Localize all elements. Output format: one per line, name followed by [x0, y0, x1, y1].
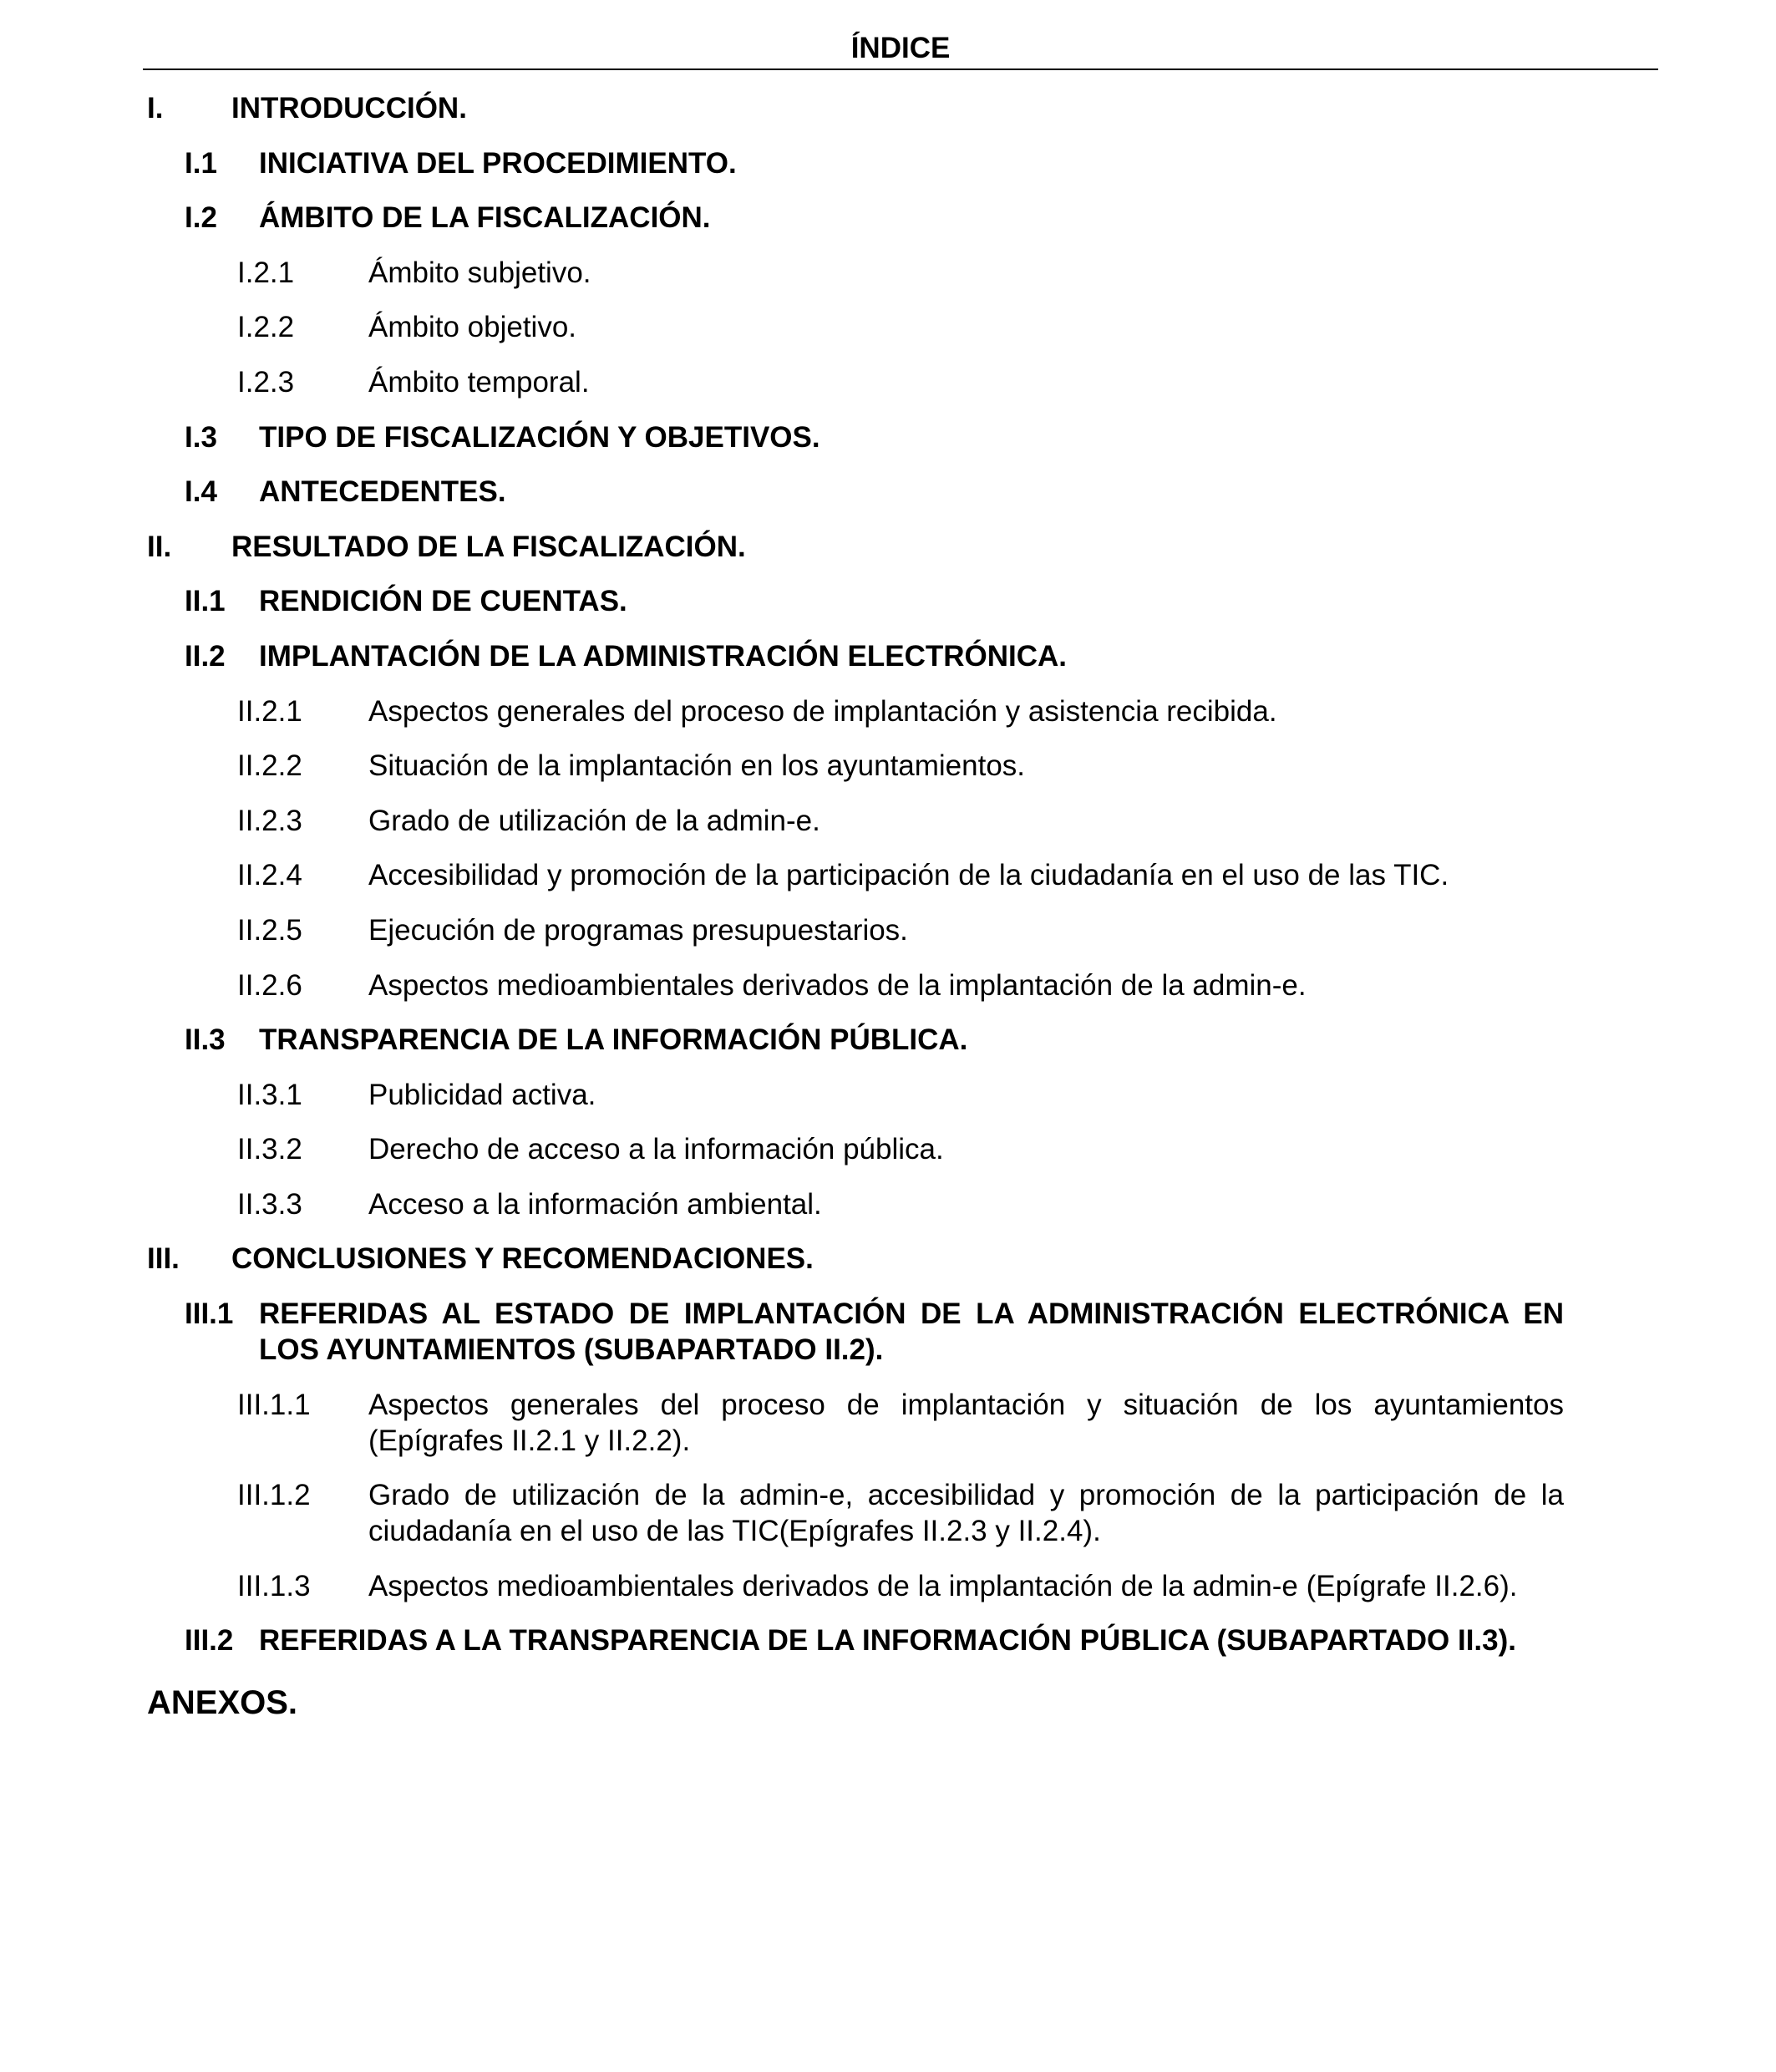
table-of-contents	[0, 90, 1776, 1740]
toc-entry-number: III.1	[185, 1298, 234, 1331]
toc-entry-number: III.1.2	[237, 1479, 311, 1512]
toc-entry-level-3[interactable]	[0, 967, 1776, 1003]
toc-entry-title: ANEXOS.	[147, 1684, 298, 1722]
toc-entry-number: III.2	[185, 1624, 234, 1658]
toc-entry-number: I.4	[185, 475, 217, 509]
toc-entry-title: Grado de utilización de la admin-e.	[368, 804, 820, 837]
toc-entry-title: INTRODUCCIÓN.	[231, 92, 467, 124]
toc-entry-title: Derecho de acceso a la información pública.	[368, 1133, 944, 1166]
toc-entry-number: III.1.1	[237, 1388, 311, 1421]
toc-entry-title: Aspectos generales del proceso de implantación y asistencia recibida.	[368, 694, 1277, 728]
toc-entry-title: INICIATIVA DEL PROCEDIMIENTO.	[259, 146, 737, 180]
toc-entry-level-2[interactable]	[0, 1022, 1776, 1058]
toc-entry-level-3[interactable]	[0, 1077, 1776, 1113]
toc-entry-number: I.2.1	[237, 256, 295, 289]
toc-entry-number: II.2	[185, 639, 226, 673]
toc-entry-title: Ejecución de programas presupuestarios.	[368, 913, 908, 947]
toc-entry-title: REFERIDAS A LA TRANSPARENCIA DE LA INFORMACIÓN PÚBLICA (SUBAPARTADO II.3).	[259, 1624, 1516, 1658]
toc-entry-level-1[interactable]	[0, 1241, 1776, 1277]
toc-entry-title: Ámbito subjetivo.	[368, 256, 591, 289]
toc-entry-title: ANTECEDENTES.	[259, 475, 506, 509]
toc-entry-number: II.2.5	[237, 913, 302, 947]
toc-entry-level-3[interactable]	[0, 309, 1776, 345]
toc-entry-title: Grado de utilización de la admin-e, accesibilidad y promoción de la participación de la ciudadanía en el uso de las TIC(Epígrafes II.2.3 y II.2.4).	[368, 1479, 1564, 1548]
toc-entry-level-2[interactable]	[0, 474, 1776, 510]
toc-entry-number: I.1	[185, 146, 217, 180]
toc-entry-level-3[interactable]	[0, 1131, 1776, 1167]
toc-entry-level-3[interactable]	[0, 748, 1776, 784]
toc-entry-level-3[interactable]	[0, 803, 1776, 839]
toc-entry-level-2[interactable]	[0, 145, 1776, 181]
toc-entry-level-3[interactable]	[0, 1186, 1776, 1222]
toc-entry-number: III.	[147, 1242, 180, 1276]
toc-entry-number: I.2.3	[237, 365, 295, 399]
toc-entry-level-1[interactable]	[0, 90, 1776, 126]
toc-entry-level-3[interactable]	[0, 912, 1776, 948]
toc-entry-title: ÁMBITO DE LA FISCALIZACIÓN.	[259, 201, 711, 235]
toc-entry-title: Ámbito temporal.	[368, 365, 590, 399]
toc-entry-number: II.3.3	[237, 1187, 302, 1221]
toc-entry-title: Aspectos medioambientales derivados de la implantación de la admin-e.	[368, 968, 1307, 1002]
toc-entry-title: CONCLUSIONES Y RECOMENDACIONES.	[231, 1242, 814, 1276]
toc-entry-level-3[interactable]	[0, 255, 1776, 291]
toc-entry-number: I.3	[185, 420, 217, 454]
toc-entry-level-2[interactable]	[0, 583, 1776, 619]
toc-entry-number: II.2.2	[237, 749, 302, 783]
toc-entry-title: RESULTADO DE LA FISCALIZACIÓN.	[231, 530, 746, 563]
toc-entry-title: Accesibilidad y promoción de la participación de la ciudadanía en el uso de las TIC.	[368, 859, 1449, 892]
toc-entry-annexes[interactable]	[0, 1685, 1776, 1721]
toc-entry-number: III.1.3	[237, 1569, 311, 1602]
toc-entry-level-2[interactable]	[0, 419, 1776, 455]
toc-entry-title: Aspectos medioambientales derivados de la implantación de la admin-e (Epígrafe II.2.6).	[368, 1569, 1518, 1602]
toc-entry-title: TIPO DE FISCALIZACIÓN Y OBJETIVOS.	[259, 420, 820, 454]
toc-entry-title: Aspectos generales del proceso de implantación y situación de los ayuntamientos (Epígrafes II.2.1 y II.2.2).	[368, 1388, 1564, 1457]
title-divider	[143, 69, 1658, 70]
toc-entry-number: II.2.3	[237, 804, 302, 837]
toc-entry-title: Ámbito objetivo.	[368, 311, 577, 344]
toc-entry-level-2[interactable]	[0, 638, 1776, 674]
toc-entry-number: II.	[147, 530, 172, 563]
toc-entry-level-3[interactable]	[0, 1387, 1776, 1459]
toc-entry-level-1[interactable]	[0, 529, 1776, 565]
toc-entry-number: I.	[147, 92, 164, 124]
toc-entry-number: II.3.2	[237, 1133, 302, 1166]
toc-entry-level-3[interactable]	[0, 364, 1776, 400]
toc-entry-level-2[interactable]	[0, 1296, 1776, 1368]
toc-entry-level-3[interactable]	[0, 857, 1776, 893]
toc-entry-title: Situación de la implantación en los ayuntamientos.	[368, 749, 1026, 783]
toc-entry-level-3[interactable]	[0, 1568, 1776, 1604]
toc-entry-title: RENDICIÓN DE CUENTAS.	[259, 585, 627, 618]
toc-entry-level-3[interactable]	[0, 693, 1776, 729]
toc-entry-title: REFERIDAS AL ESTADO DE IMPLANTACIÓN DE LA ADMINISTRACIÓN ELECTRÓNICA EN LOS AYUNTAMIENTOS (SUBAPARTADO II.2).	[259, 1298, 1564, 1367]
toc-entry-level-2[interactable]	[0, 1623, 1776, 1658]
index-title: ÍNDICE	[850, 32, 951, 64]
toc-entry-number: II.2.1	[237, 694, 302, 728]
toc-entry-level-3[interactable]	[0, 1477, 1776, 1549]
toc-entry-title: Publicidad activa.	[368, 1078, 596, 1111]
toc-entry-number: II.2.4	[237, 859, 302, 892]
toc-entry-number: II.2.6	[237, 968, 302, 1002]
toc-entry-number: II.1	[185, 585, 226, 618]
toc-entry-title: TRANSPARENCIA DE LA INFORMACIÓN PÚBLICA.	[259, 1023, 968, 1057]
toc-entry-level-2[interactable]	[0, 200, 1776, 236]
toc-entry-number: I.2.2	[237, 311, 295, 344]
toc-entry-title: Acceso a la información ambiental.	[368, 1187, 822, 1221]
toc-entry-number: II.3.1	[237, 1078, 302, 1111]
toc-entry-number: I.2	[185, 201, 217, 235]
toc-entry-number: II.3	[185, 1023, 226, 1057]
toc-entry-title: IMPLANTACIÓN DE LA ADMINISTRACIÓN ELECTRÓNICA.	[259, 639, 1067, 673]
